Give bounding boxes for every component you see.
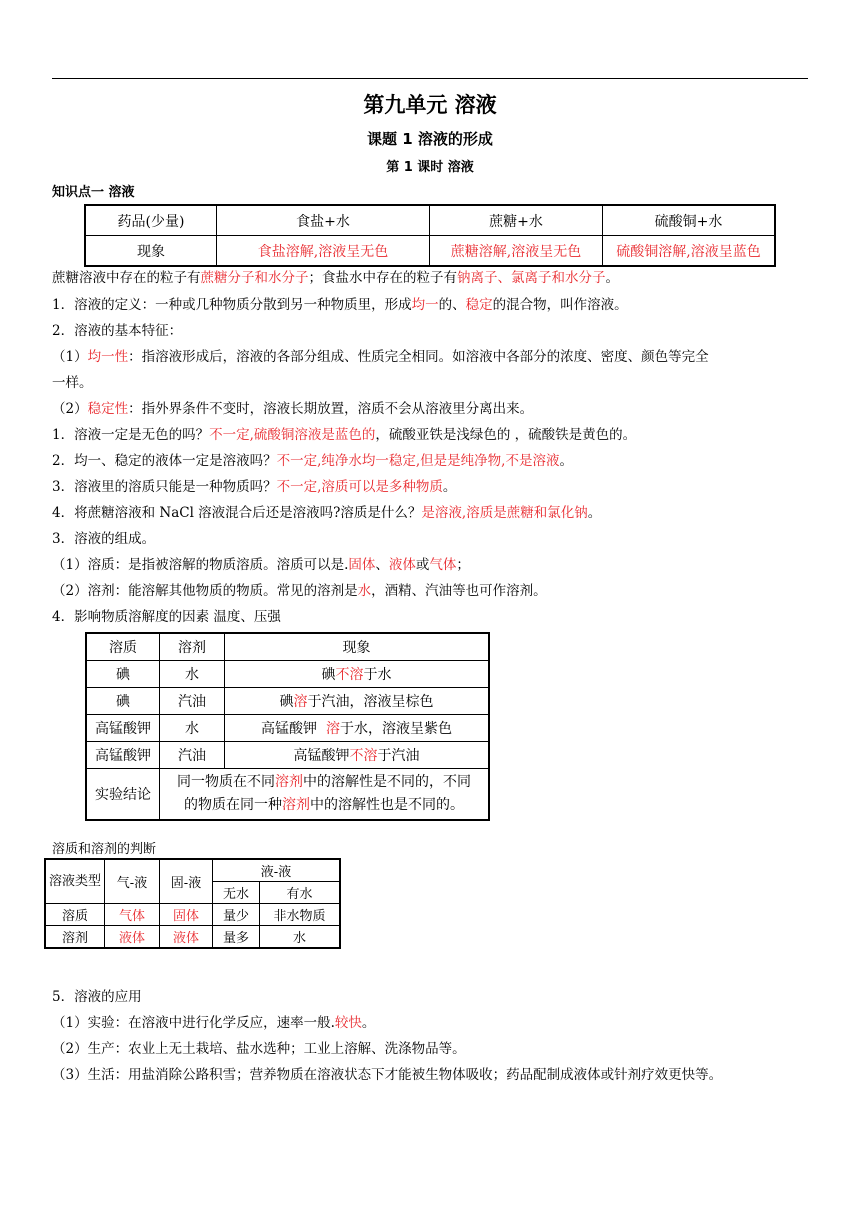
table-cell: 水 (260, 926, 341, 949)
text-line: （1）均一性：指溶液形成后，溶液的各部分组成、性质完全相同。如溶液中各部分的浓度、密度、颜色等完全 (52, 349, 709, 365)
table-cell: 水 (160, 661, 225, 688)
dissolution-table (84, 204, 776, 267)
table-header: 液-液 (213, 859, 341, 882)
conclusion-cell: 同一物质在不同溶剂中的溶解性是不同的，不同 的物质在同一种溶剂中的溶解性也是不同的。 (160, 769, 490, 821)
table-row (85, 205, 775, 236)
text-line: 2．溶液的基本特征： (52, 323, 183, 339)
table-cell: 高锰酸钾 溶于水，溶液呈紫色 (225, 715, 490, 742)
text-line: 3．溶液里的溶质只能是一种物质吗？不一定,溶质可以是多种物质。 (52, 479, 457, 495)
table-cell: 碘不溶于水 (225, 661, 490, 688)
table-header: 食盐+水 (217, 205, 430, 236)
table-cell: 量少 (213, 904, 260, 926)
knowledge-point-heading: 知识点一 溶液 (52, 185, 135, 200)
text-line: 5．溶液的应用 (52, 989, 142, 1005)
table-row (86, 633, 489, 661)
row-label: 溶液类型 (45, 859, 105, 904)
table-header: 气-液 (105, 859, 160, 904)
table-cell: 食盐溶解,溶液呈无色 (217, 236, 430, 267)
text-line: （3）生活：用盐消除公路积雪；营养物质在溶液状态下才能被生物体吸收；药品配制成液体或针剂疗效更快等。 (52, 1067, 723, 1083)
table-row (86, 742, 489, 769)
table-cell: 汽油 (160, 688, 225, 715)
table-cell: 硫酸铜溶解,溶液呈蓝色 (603, 236, 776, 267)
text-line: （1）溶质：是指被溶解的物质溶质。溶质可以是.固体、液体或气体； (52, 557, 470, 573)
table-header: 药品(少量) (85, 205, 217, 236)
table-cell: 碘溶于汽油，溶液呈棕色 (225, 688, 490, 715)
table-row (86, 715, 489, 742)
table-cell: 气体 (105, 904, 160, 926)
text-line: 一样。 (52, 375, 93, 391)
text-line: 蔗糖溶液中存在的粒子有蔗糖分子和水分子；食盐水中存在的粒子有钠离子、氯离子和水分子。 (52, 270, 619, 286)
header-rule (52, 78, 808, 79)
text-line: （1）实验：在溶液中进行化学反应，速率一般.较快。 (52, 1015, 376, 1031)
conclusion-label: 实验结论 (86, 769, 160, 821)
table-header: 溶剂 (160, 633, 225, 661)
table-row (86, 661, 489, 688)
table-cell: 非水物质 (260, 904, 341, 926)
table-cell: 固体 (160, 904, 213, 926)
solubility-table (85, 632, 490, 821)
text-line: （2）生产：农业上无土栽培、盐水选种；工业上溶解、洗涤物品等。 (52, 1041, 466, 1057)
table-cell: 量多 (213, 926, 260, 949)
table-cell: 高锰酸钾不溶于汽油 (225, 742, 490, 769)
table-cell: 液体 (160, 926, 213, 949)
unit-title: 第九单元 溶液 (363, 93, 497, 117)
lesson-title: 第 1 课时 溶液 (386, 160, 474, 175)
table-header: 溶质 (86, 633, 160, 661)
row-label: 溶剂 (45, 926, 105, 949)
table-cell: 高锰酸钾 (86, 742, 160, 769)
table-cell: 液体 (105, 926, 160, 949)
table-row (86, 688, 489, 715)
solute-solvent-table (44, 858, 341, 949)
topic-title: 课题 1 溶液的形成 (367, 130, 493, 148)
text-line: （2）溶剂：能溶解其他物质的物质。常见的溶剂是水，酒精、汽油等也可作溶剂。 (52, 583, 547, 599)
table-row (85, 236, 775, 267)
table-header: 现象 (225, 633, 490, 661)
table-caption: 溶质和溶剂的判断 (52, 842, 157, 857)
table-cell: 汽油 (160, 742, 225, 769)
table-cell: 蔗糖溶解,溶液呈无色 (430, 236, 603, 267)
table-cell: 高锰酸钾 (86, 715, 160, 742)
table-header: 硫酸铜+水 (603, 205, 776, 236)
table-header: 蔗糖+水 (430, 205, 603, 236)
table-header: 有水 (260, 882, 341, 904)
table-header: 无水 (213, 882, 260, 904)
table-cell: 水 (160, 715, 225, 742)
text-line: 4．将蔗糖溶液和 NaCl 溶液混合后还是溶液吗?溶质是什么？是溶液,溶质是蔗糖和氯化钠。 (52, 505, 602, 521)
table-cell: 碘 (86, 688, 160, 715)
text-line: 1．溶液一定是无色的吗？不一定,硫酸铜溶液是蓝色的，硫酸亚铁是浅绿色的 ，硫酸铁是黄色的。 (52, 427, 637, 443)
text-line: 4．影响物质溶解度的因素 温度、压强 (52, 609, 281, 625)
table-row (45, 926, 340, 949)
row-label: 现象 (85, 236, 217, 267)
table-row (45, 904, 340, 926)
table-cell: 碘 (86, 661, 160, 688)
table-header: 固-液 (160, 859, 213, 904)
table-row (45, 859, 340, 882)
text-line: 3．溶液的组成。 (52, 531, 156, 547)
text-line: 1．溶液的定义：一种或几种物质分散到另一种物质里，形成均一的、稳定的混合物，叫作溶液。 (52, 297, 628, 313)
text-line: 2．均一、稳定的液体一定是溶液吗？不一定,纯净水均一稳定,但是是纯净物,不是溶液。 (52, 453, 573, 469)
row-label: 溶质 (45, 904, 105, 926)
text-line: （2）稳定性：指外界条件不变时，溶液长期放置，溶质不会从溶液里分离出来。 (52, 401, 534, 417)
table-row (86, 769, 489, 821)
